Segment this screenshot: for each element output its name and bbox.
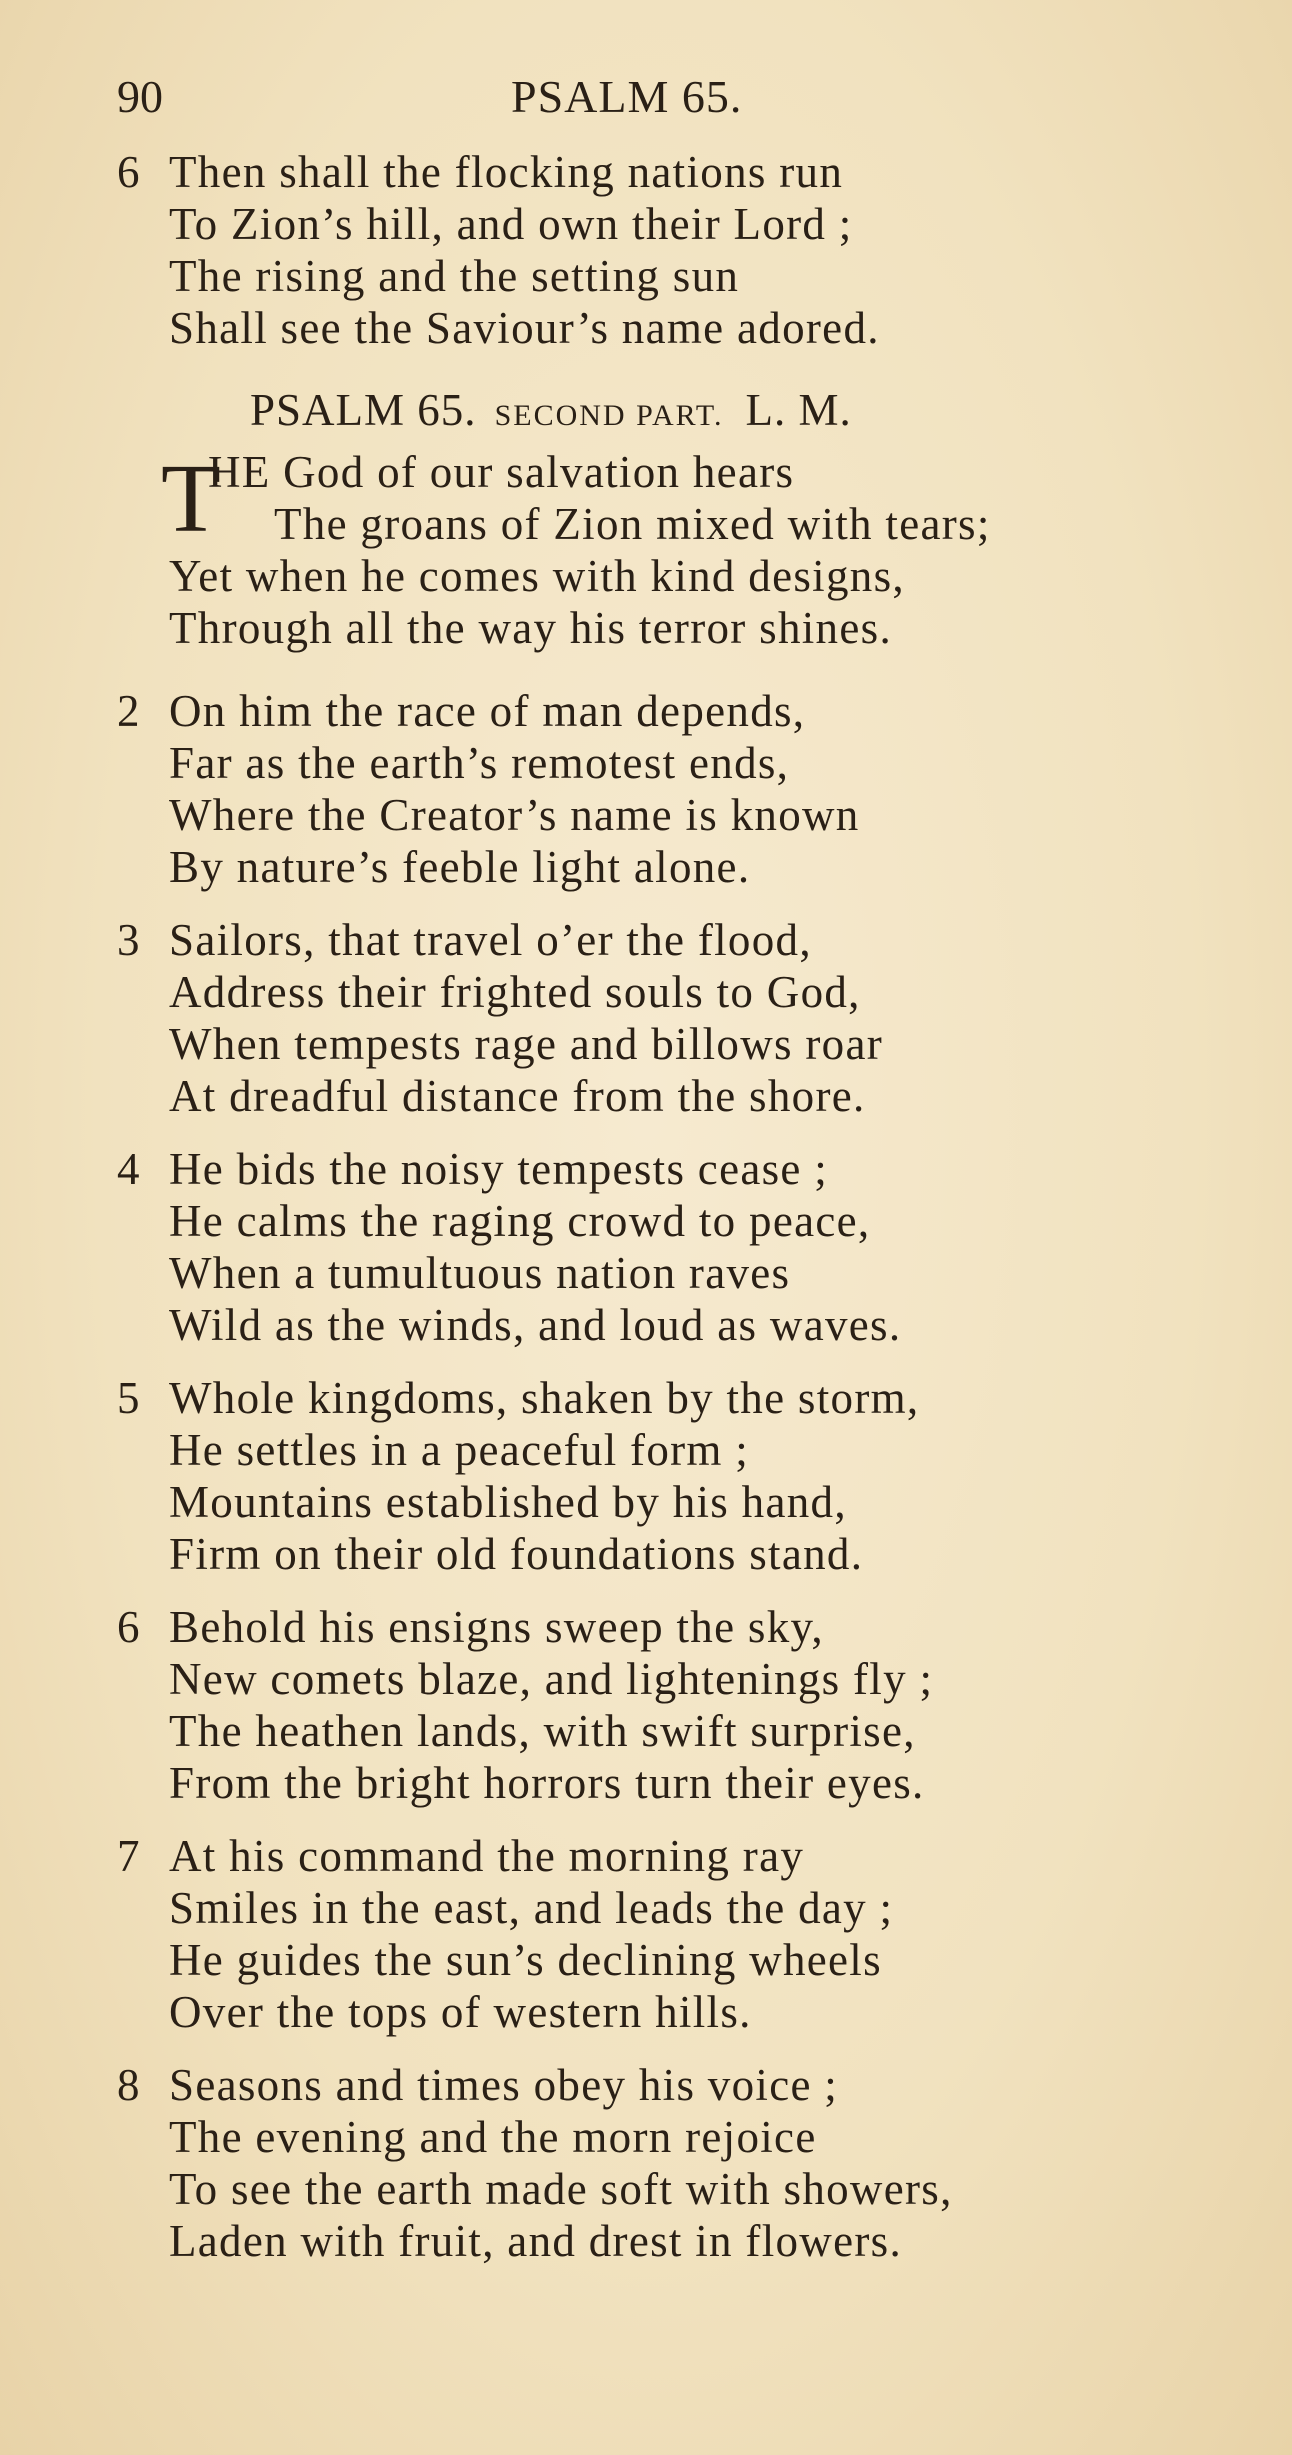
- verse-number: 6: [117, 1602, 141, 1652]
- stanza: [117, 914, 1267, 1122]
- verse-line: 3 Sailors, that travel o’er the flood,: [117, 915, 812, 965]
- section-title: PSALM 65.: [250, 385, 477, 435]
- verse-number: 3: [117, 915, 141, 965]
- stanza: [117, 685, 1267, 893]
- verse-line: From the bright horrors turn their eyes.: [169, 1758, 925, 1808]
- verse-line: At dreadful distance from the shore.: [169, 1071, 866, 1121]
- verse-line: 8 Seasons and times obey his voice ;: [117, 2060, 839, 2110]
- verse-line: The groans of Zion mixed with tears;: [274, 499, 991, 549]
- section-part: SECOND PART.: [494, 399, 724, 432]
- verse-line: New comets blaze, and lightenings fly ;: [169, 1654, 934, 1704]
- verse-number: 4: [117, 1144, 141, 1194]
- stanza: [117, 2059, 1267, 2267]
- verse-line: He calms the raging crowd to peace,: [169, 1196, 871, 1246]
- verse-line: 4 He bids the noisy tempests cease ;: [117, 1144, 829, 1194]
- verse-line: To Zion’s hill, and own their Lord ;: [169, 199, 853, 249]
- verse-line: 6 Behold his ensigns sweep the sky,: [117, 1602, 824, 1652]
- stanza: [117, 1143, 1267, 1351]
- verse-number: 5: [117, 1373, 141, 1423]
- stanza: [117, 146, 1267, 354]
- page-header: [117, 70, 1217, 130]
- stanza: [117, 1601, 1267, 1809]
- verse-line: To see the earth made soft with showers,: [169, 2164, 953, 2214]
- verse-line: When a tumultuous nation raves: [169, 1248, 791, 1298]
- verse-line: Address their frighted souls to God,: [169, 967, 861, 1017]
- verse-line: Shall see the Saviour’s name adored.: [169, 303, 880, 353]
- running-title: PSALM 65.: [511, 71, 743, 122]
- verse-line: Laden with fruit, and drest in flowers.: [169, 2216, 903, 2266]
- verse-line: He guides the sun’s declining wheels: [169, 1935, 882, 1985]
- verse-line: The rising and the setting sun: [169, 251, 740, 301]
- verse-number: 7: [117, 1831, 141, 1881]
- verse-number: 6: [117, 147, 141, 197]
- verse-line: 7 At his command the morning ray: [117, 1831, 805, 1881]
- section-meter: L. M.: [745, 385, 852, 435]
- verse-line: The heathen lands, with swift surprise,: [169, 1706, 916, 1756]
- page-body: [117, 146, 1267, 2267]
- verse-line: By nature’s feeble light alone.: [169, 842, 751, 892]
- verse-line: Through all the way his terror shines.: [169, 603, 892, 653]
- verse-line: When tempests rage and billows roar: [169, 1019, 884, 1069]
- verse-line: Over the tops of western hills.: [169, 1987, 752, 2037]
- stanza: [117, 446, 1267, 654]
- verse-line: Firm on their old foundations stand.: [169, 1529, 864, 1579]
- verse-line: 2 On him the race of man depends,: [117, 686, 806, 736]
- verse-line: Far as the earth’s remotest ends,: [169, 738, 790, 788]
- stanza: [117, 1830, 1267, 2038]
- verse-line: Where the Creator’s name is known: [169, 790, 860, 840]
- verse-line: Smiles in the east, and leads the day ;: [169, 1883, 894, 1933]
- verse-line: He settles in a peaceful form ;: [169, 1425, 750, 1475]
- verse-line: Mountains established by his hand,: [169, 1477, 847, 1527]
- stanza-list: [117, 685, 1267, 2267]
- verse-number: 2: [117, 686, 141, 736]
- verse-line: The evening and the morn rejoice: [169, 2112, 817, 2162]
- page-number: 90: [117, 71, 163, 122]
- verse-line: Yet when he comes with kind designs,: [169, 551, 905, 601]
- verse-line: Wild as the winds, and loud as waves.: [169, 1300, 902, 1350]
- verse-line: HE God of our salvation hears: [208, 447, 795, 497]
- verse-line: 6 Then shall the flocking nations run: [117, 147, 844, 197]
- section-heading: [117, 384, 1267, 436]
- verse-number: 8: [117, 2060, 141, 2110]
- drop-cap: T: [161, 445, 221, 553]
- stanza: [117, 1372, 1267, 1580]
- verse-line: 5 Whole kingdoms, shaken by the storm,: [117, 1373, 920, 1423]
